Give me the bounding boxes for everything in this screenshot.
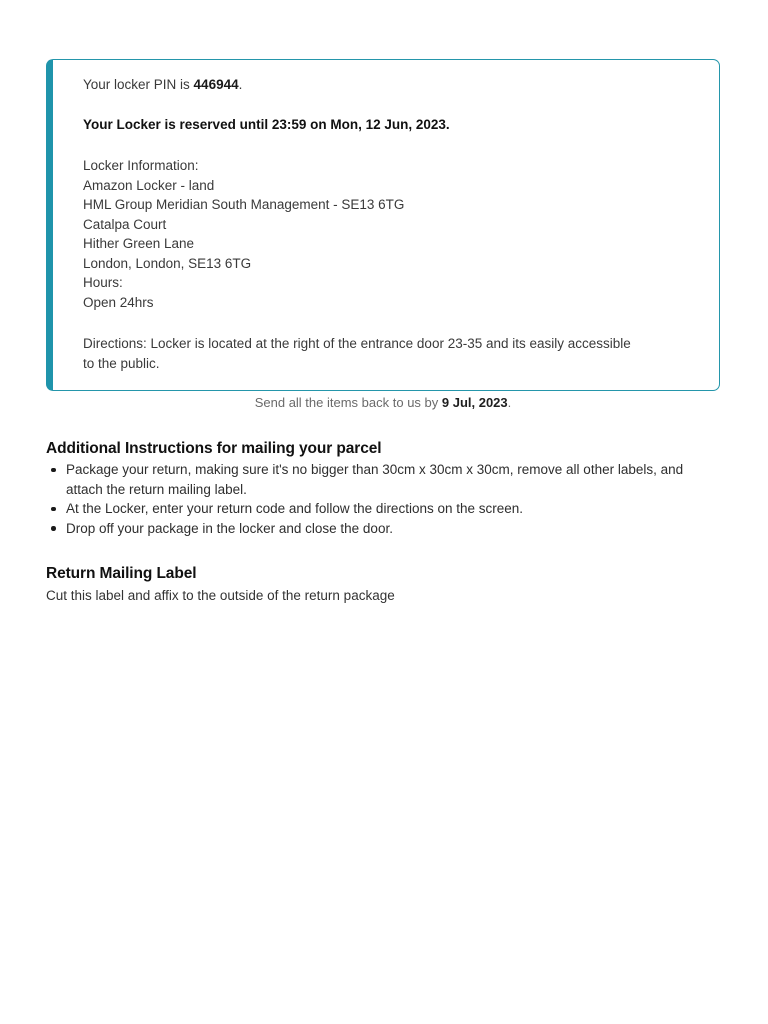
bullet-icon — [51, 526, 56, 531]
locker-pin-suffix: . — [238, 77, 243, 92]
bullet-icon — [51, 468, 56, 473]
return-mailing-label-caption: Cut this label and affix to the outside of the return package — [46, 588, 395, 603]
additional-instructions-heading: Additional Instructions for mailing your parcel — [46, 439, 382, 457]
locker-information-line: Open 24hrs — [83, 294, 154, 310]
locker-reservation-line: Your Locker is reserved until 23:59 on Mon, 12 Jun, 2023. — [83, 116, 450, 132]
locker-pin-prefix: Your locker PIN is — [83, 77, 194, 92]
locker-pin-value: 446944 — [193, 77, 239, 92]
locker-information-heading: Locker Information: — [83, 158, 199, 173]
return-mailing-label-heading: Return Mailing Label — [46, 564, 197, 582]
return-deadline-date: 9 Jul, 2023 — [441, 395, 508, 410]
list-item-text: Package your return, making sure it's no bigger than 30cm x 30cm x 30cm, remove all other labels, and attach the return mailing label. — [66, 462, 684, 497]
list-item-text: At the Locker, enter your return code and follow the directions on the screen. — [66, 501, 524, 516]
list-item — [46, 460, 706, 499]
locker-directions-text: Directions: Locker is located at the right of the entrance door 23-35 and its easily accessible to the public. — [83, 336, 631, 371]
list-item — [46, 499, 706, 519]
list-item — [46, 519, 706, 539]
list-item-text: Drop off your package in the locker and close the door. — [66, 520, 393, 536]
return-deadline-suffix: . — [507, 395, 512, 410]
locker-pin-line — [83, 75, 701, 95]
additional-instructions-list — [46, 460, 706, 538]
locker-information-line: Amazon Locker - land — [83, 177, 215, 193]
locker-information-block — [83, 156, 701, 312]
return-deadline-prefix: Send all the items back to us by — [254, 395, 442, 410]
locker-information-line: Hours: — [83, 275, 123, 290]
locker-details-callout — [46, 59, 720, 391]
return-deadline-line — [46, 394, 720, 412]
locker-information-line: Catalpa Court — [83, 216, 167, 232]
bullet-icon — [51, 507, 56, 512]
locker-information-line: Hither Green Lane — [83, 236, 195, 251]
locker-information-line: HML Group Meridian South Management - SE13 6TG — [83, 197, 405, 212]
locker-information-line: London, London, SE13 6TG — [83, 255, 252, 271]
